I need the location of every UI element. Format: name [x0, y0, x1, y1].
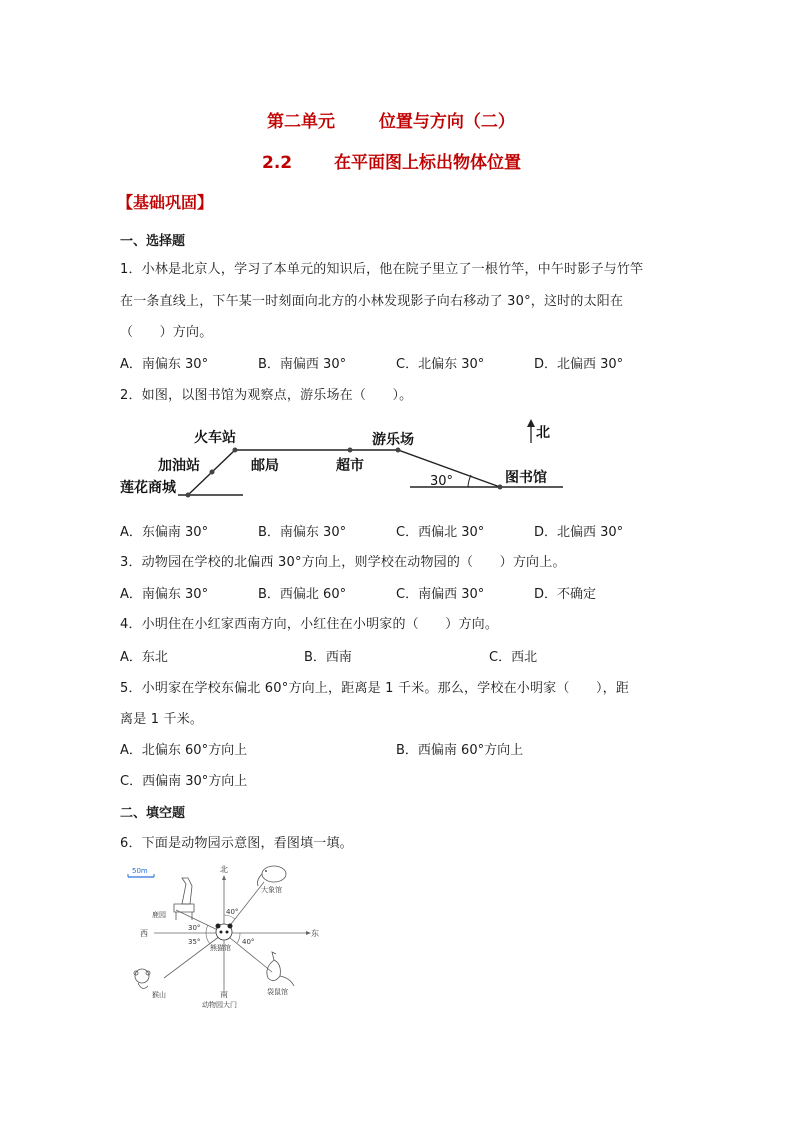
q1-option-c: C．北偏东 30°	[396, 357, 485, 372]
point-train-station	[233, 448, 238, 453]
part2-heading: 二、填空题	[120, 806, 186, 821]
label-zoo-gate: 动物园大门	[202, 1001, 237, 1009]
point-library	[498, 485, 503, 490]
q1-line1: 1．小林是北京人，学习了本单元的知识后，他在院子里立了一根竹竿，中午时影子与竹竿	[120, 262, 644, 277]
point-amusement-park	[396, 448, 401, 453]
label-gas-station: 加油站	[158, 458, 200, 474]
lesson-heading	[262, 148, 521, 173]
label-deer-park: 鹿园	[152, 911, 166, 919]
q2-option-d: D．北偏西 30°	[534, 525, 624, 540]
q2-option-a: A．东偏南 30°	[120, 525, 209, 540]
part1-heading: 一、选择题	[120, 234, 186, 249]
north-arrow-icon	[222, 875, 226, 880]
q5-line1: 5．小明家在学校东偏北 60°方向上，距离是 1 千米。那么，学校在小明家（ ），距	[120, 681, 630, 696]
label-south: 南	[220, 990, 228, 999]
monkey-icon	[134, 969, 150, 988]
q3-option-a: A．南偏东 30°	[120, 587, 209, 602]
label-lotus-mall: 莲花商城	[120, 480, 176, 496]
label-post-office: 邮局	[251, 458, 279, 474]
angle-arc	[468, 475, 471, 487]
label-panda-hall: 熊猫馆	[210, 944, 231, 952]
label-supermarket: 超市	[336, 458, 364, 474]
q4-option-c: C．西北	[489, 650, 538, 665]
q3-option-b: B．西偏北 60°	[258, 587, 347, 602]
lesson-number: 2.2	[262, 153, 293, 173]
q1-line3: （ ）方向。	[120, 325, 213, 340]
q6-zoo-map-figure	[124, 860, 324, 1015]
label-north: 北	[220, 865, 228, 874]
label-library: 图书馆	[505, 470, 547, 486]
q3-option-d: D．不确定	[534, 587, 597, 602]
label-north: 北	[536, 425, 550, 441]
q5-line2: 离是 1 千米。	[120, 712, 204, 727]
elephant-icon	[258, 866, 287, 886]
q1-option-a: A．南偏东 30°	[120, 357, 209, 372]
q5-option-c: C．西偏南 30°方向上	[120, 774, 248, 789]
q4-option-b: B．西南	[304, 650, 352, 665]
angle-kangaroo: 40°	[242, 938, 255, 946]
q6-text: 6．下面是动物园示意图，看图填一填。	[120, 836, 353, 851]
unit-label: 第二单元	[267, 112, 335, 132]
q4-text: 4．小明住在小红家西南方向，小红住在小明家的（ ）方向。	[120, 617, 499, 632]
label-east: 东	[311, 929, 319, 938]
label-elephant-hall: 大象馆	[261, 886, 282, 894]
q2-option-b: B．南偏东 30°	[258, 525, 347, 540]
q3-option-c: C．南偏西 30°	[396, 587, 485, 602]
north-arrow-icon	[527, 419, 535, 427]
section-basic: 【基础巩固】	[117, 193, 214, 212]
label-monkey-hill: 猴山	[152, 991, 166, 999]
angle-elephant: 40°	[226, 908, 239, 916]
lesson-title: 在平面图上标出物体位置	[334, 153, 522, 173]
unit-title: 位置与方向（二）	[378, 112, 515, 132]
angle-deer: 30°	[188, 924, 201, 932]
point-lotus-mall	[186, 493, 191, 498]
q2-option-c: C．西偏北 30°	[396, 525, 485, 540]
unit-heading	[267, 107, 515, 132]
q5-option-b: B．西偏南 60°方向上	[396, 743, 524, 758]
q5-option-a: A．北偏东 60°方向上	[120, 743, 248, 758]
kangaroo-icon	[267, 952, 294, 986]
q1-option-b: B．南偏西 30°	[258, 357, 347, 372]
q4-option-a: A．东北	[120, 650, 168, 665]
q1-line2: 在一条直线上，下午某一时刻面向北方的小林发现影子向右移动了 30°，这时的太阳在	[120, 294, 624, 309]
label-kangaroo-hall: 袋鼠馆	[267, 988, 288, 996]
scale-label: 50m	[132, 867, 148, 875]
label-train-station: 火车站	[194, 430, 236, 446]
label-amusement-park: 游乐场	[372, 432, 414, 448]
q2-text: 2．如图，以图书馆为观察点，游乐场在（ ）。	[120, 388, 413, 403]
panda-icon	[216, 924, 233, 941]
point-gas-station	[210, 470, 215, 475]
point-supermarket	[348, 448, 353, 453]
q3-text: 3．动物园在学校的北偏西 30°方向上，则学校在动物园的（ ）方向上。	[120, 555, 566, 570]
label-west: 西	[140, 929, 148, 938]
label-angle: 30°	[430, 474, 454, 489]
angle-monkey: 35°	[188, 938, 201, 946]
q1-option-d: D．北偏西 30°	[534, 357, 624, 372]
q2-map-figure	[118, 415, 568, 500]
